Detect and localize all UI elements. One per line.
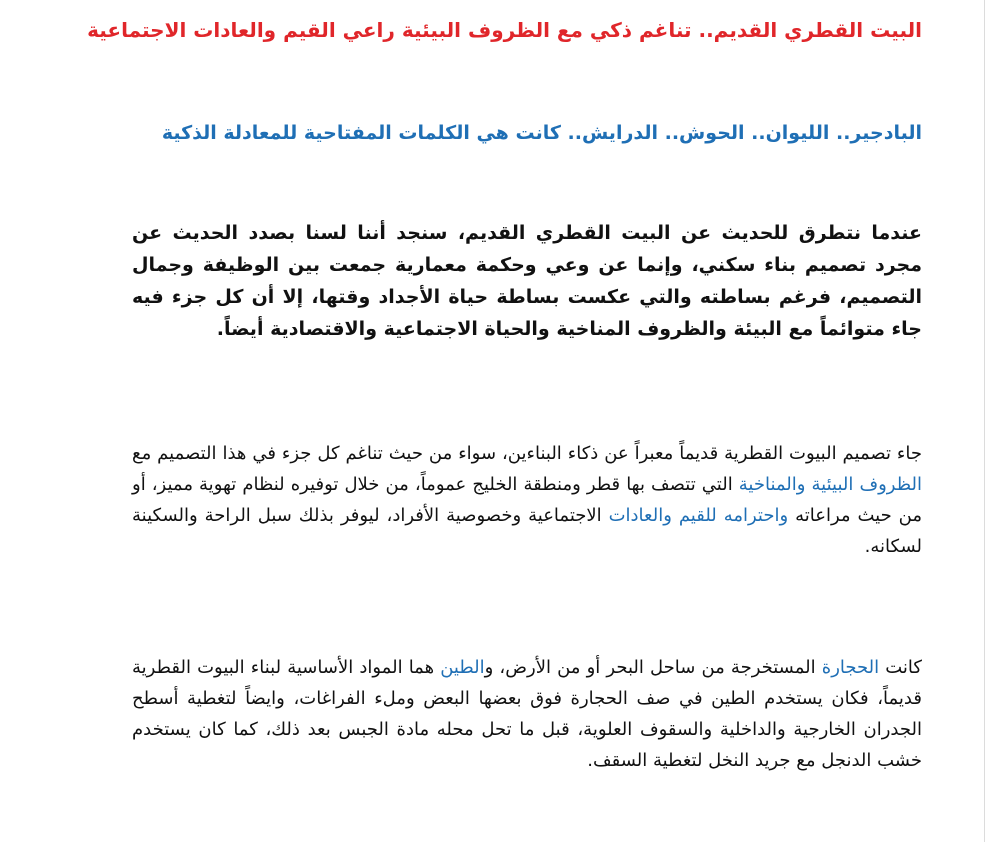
materials-text-3: هما المواد الأساسية لبناء البيوت القطرية قديماً، فكان يستخدم الطين في صف الحجارة فوق بعضها البعض وملء الفراغات، وايضاً لتغطية أسطح الجدران الخارجية والداخلية والسقوف العلوية، قبل ما تحل محله مادة الجبس بعد ذلك، كما كان يستخدم خشب الدنجل مع جريد النخل لتغطية السقف. (132, 657, 922, 771)
article-title: البيت القطري القديم.. تناغم ذكي مع الظروف البيئية راعي القيم والعادات الاجتماعية (87, 18, 922, 42)
environment-climate-link[interactable]: الظروف البيئية والمناخية (738, 474, 922, 495)
design-text-1: جاء تصميم البيوت القطرية قديماً معبراً عن ذكاء البناءين، سواء من حيث تناغم كل جزء في هذا التصميم مع (132, 443, 922, 464)
article-subtitle: البادجير.. الليوان.. الحوش.. الدرايش.. كانت هي الكلمات المفتاحية للمعادلة الذكية (161, 122, 922, 144)
values-customs-link[interactable]: واحترامه للقيم والعادات (608, 505, 789, 526)
intro-paragraph: عندما نتطرق للحديث عن البيت القطري القديم، سنجد أننا لسنا بصدد الحديث عن مجرد تصميم بناء سكني، وإنما عن وعي وحكمة معمارية جمعت بين الوظيفة وجمال التصميم، فرغم بساطته والتي عكست بساطة حياة الأجداد وقتها، إلا أن كل جزء فيه جاء متوائماً مع البيئة والظروف المناخية والحياة الاجتماعية والاقتصادية أيضاً. (132, 222, 922, 340)
design-text-3: الاجتماعية وخصوصية الأفراد، ليوفر بذلك سبل الراحة والسكينة لسكانه. (132, 505, 922, 557)
materials-text-1: كانت (879, 657, 922, 678)
design-text-2: التي تتصف بها قطر ومنطقة الخليج عموماً، من خلال توفيره لنظام تهوية مميز، أو من حيث مراعاته (132, 474, 923, 526)
page-right-border (984, 0, 985, 842)
stone-link[interactable]: الحجارة (821, 657, 880, 678)
clay-link[interactable]: الطين (440, 657, 485, 678)
materials-text-2: المستخرجة من ساحل البحر أو من الأرض، و (484, 657, 822, 678)
materials-paragraph (132, 652, 922, 776)
design-paragraph (132, 438, 922, 562)
